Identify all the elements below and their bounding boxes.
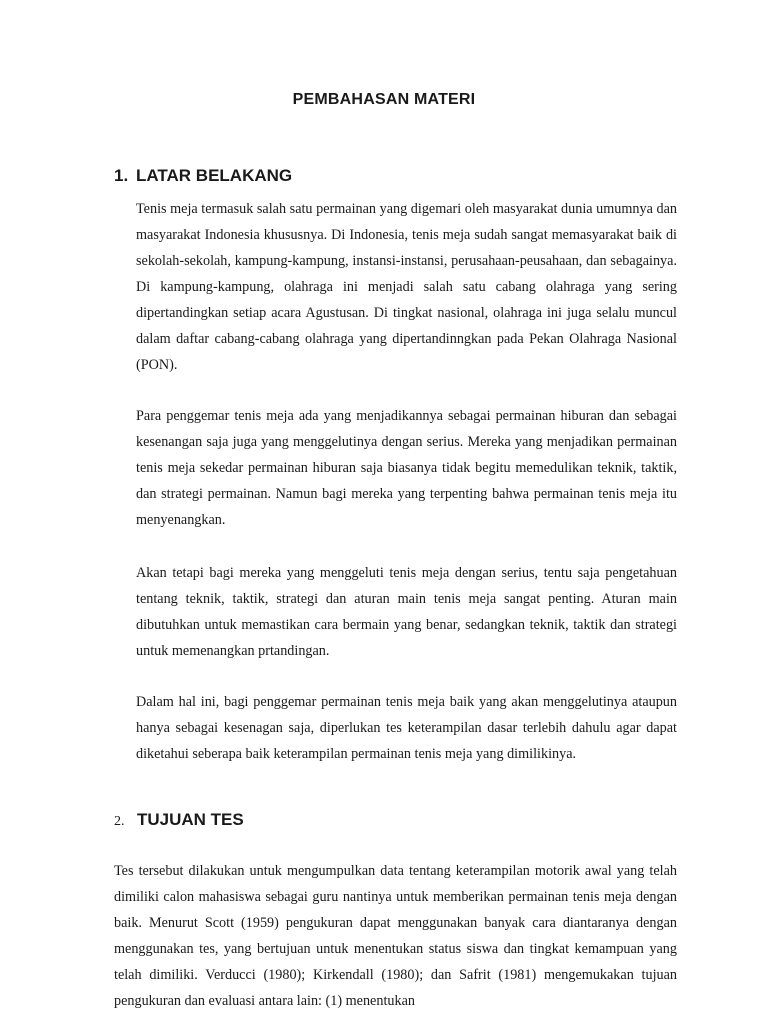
paragraph: Dalam hal ini, bagi penggemar permainan tenis meja baik yang akan menggelutinya ataupun hanya sebagai kesenagan saja, diperlukan tes keterampilan dasar terlebih dahulu agar dapat diketahui seberapa baik keterampilan permainan tenis meja yang dimilikinya. <box>136 694 677 762</box>
section-2-heading <box>114 810 244 830</box>
page-title: PEMBAHASAN MATERI <box>292 91 476 108</box>
section-1-number: 1. <box>114 166 129 185</box>
section-2-title: TUJUAN TES <box>137 810 244 829</box>
paragraph: Akan tetapi bagi mereka yang menggeluti tenis meja dengan serius, tentu saja pengetahuan tentang teknik, taktik, strategi dan aturan main tenis meja sangat penting. Aturan main dibutuhkan untuk memastikan cara bermain yang benar, sedangkan teknik, taktik dan strategi untuk memenangkan prtandingan. <box>136 565 677 659</box>
paragraph: Tes tersebut dilakukan untuk mengumpulkan data tentang keterampilan motorik awal yang telah dimiliki calon mahasiswa sebagai guru nantinya untuk memberikan permainan tenis meja dengan baik. Menurut Scott (1959) pengukuran dapat menggunakan banyak cara diantaranya dengan menggunakan tes, yang bertujuan untuk menentukan status siswa dan tingkat kemampuan yang telah dimiliki. Verducci (1980); Kirkendall (1980); dan Safrit (1981) mengemukakan tujuan pengukuran dan evaluasi antara lain: (1) menentukan <box>114 863 677 1009</box>
section-1-heading <box>114 166 292 186</box>
section-1-title: LATAR BELAKANG <box>136 166 293 185</box>
paragraph: Para penggemar tenis meja ada yang menjadikannya sebagai permainan hiburan dan sebagai kesenangan saja juga yang menggelutinya dengan serius. Mereka yang menjadikan permainan tenis meja sekedar permainan hiburan saja biasanya tidak begitu memedulikan teknik, taktik, dan strategi permainan. Namun bagi mereka yang terpenting bahwa permainan tenis meja itu menyenangkan. <box>136 408 677 528</box>
section-2-number: 2. <box>114 814 125 829</box>
paragraph: Tenis meja termasuk salah satu permainan yang digemari oleh masyarakat dunia umumnya dan masyarakat Indonesia khususnya. Di Indonesia, tenis meja sudah sangat memasyarakat baik di sekolah-sekolah, kampung-kampung, instansi-instansi, perusahaan-peusahaan, dan sebagainya. Di kampung-kampung, olahraga ini menjadi salah satu cabang olahraga yang sering dipertandingkan setiap acara Agustusan. Di tingkat nasional, olahraga ini juga selalu muncul dalam daftar cabang-cabang olahraga yang dipertandinngkan pada Pekan Olahraga Nasional (PON). <box>136 201 677 373</box>
